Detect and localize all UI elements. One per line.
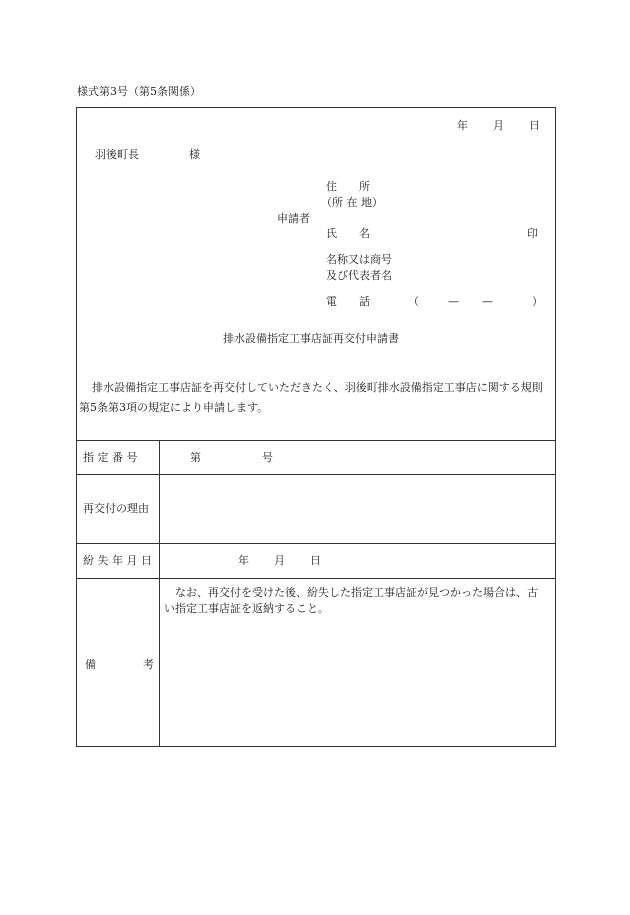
date-month-label: 月	[493, 119, 504, 132]
designation-number-suffix: 号	[262, 451, 273, 464]
phone-open-paren: （	[408, 295, 419, 308]
loss-date-month: 月	[274, 554, 285, 567]
table-top-rule	[77, 440, 555, 441]
location-label: （所 在 地）	[321, 196, 383, 209]
seal-mark: 印	[527, 227, 538, 240]
applicant-label: 申請者	[277, 212, 310, 225]
application-form	[76, 107, 556, 747]
date-year-label: 年	[457, 119, 468, 132]
row-rule-2	[77, 543, 555, 544]
phone-label: 電 話	[326, 295, 370, 308]
addressee-name: 羽後町長	[95, 148, 139, 161]
document-title: 排水設備指定工事店証再交付申請書	[223, 332, 399, 345]
designation-number-prefix: 第	[190, 451, 201, 464]
remarks-text: なお、再交付を受けた後、紛失した指定工事店証が見つかった場合は、古い指定工事店証を返納すること。	[164, 586, 538, 615]
date-day-label: 日	[529, 119, 540, 132]
name-label: 氏 名	[326, 227, 370, 240]
body-text: 排水設備指定工事店証を再交付していただきたく、羽後町排水設備指定工事店に関する規則第5条第3項の規定により申請します。	[79, 381, 543, 414]
company-name-label-line1: 名称又は商号	[326, 253, 392, 266]
row-rule-3	[77, 578, 555, 579]
phone-close-paren: ）	[532, 295, 543, 308]
designation-number-label: 指 定 番 号	[83, 451, 138, 464]
reissue-reason-label: 再交付の理由	[83, 502, 149, 515]
addressee-honorific: 様	[189, 148, 200, 161]
phone-dash-1: —	[448, 295, 459, 308]
remarks-label-left: 備	[85, 658, 96, 671]
column-divider	[159, 440, 160, 746]
loss-date-label: 紛 失 年 月 日	[83, 554, 152, 567]
form-number: 様式第3号（第5条関係）	[77, 85, 201, 98]
row-rule-1	[77, 474, 555, 475]
company-name-label-line2: 及び代表者名	[326, 269, 392, 282]
phone-dash-2: —	[482, 295, 493, 308]
loss-date-year: 年	[238, 554, 249, 567]
remarks-label-right: 考	[143, 658, 154, 671]
address-label: 住 所	[326, 180, 370, 193]
loss-date-day: 日	[310, 554, 321, 567]
